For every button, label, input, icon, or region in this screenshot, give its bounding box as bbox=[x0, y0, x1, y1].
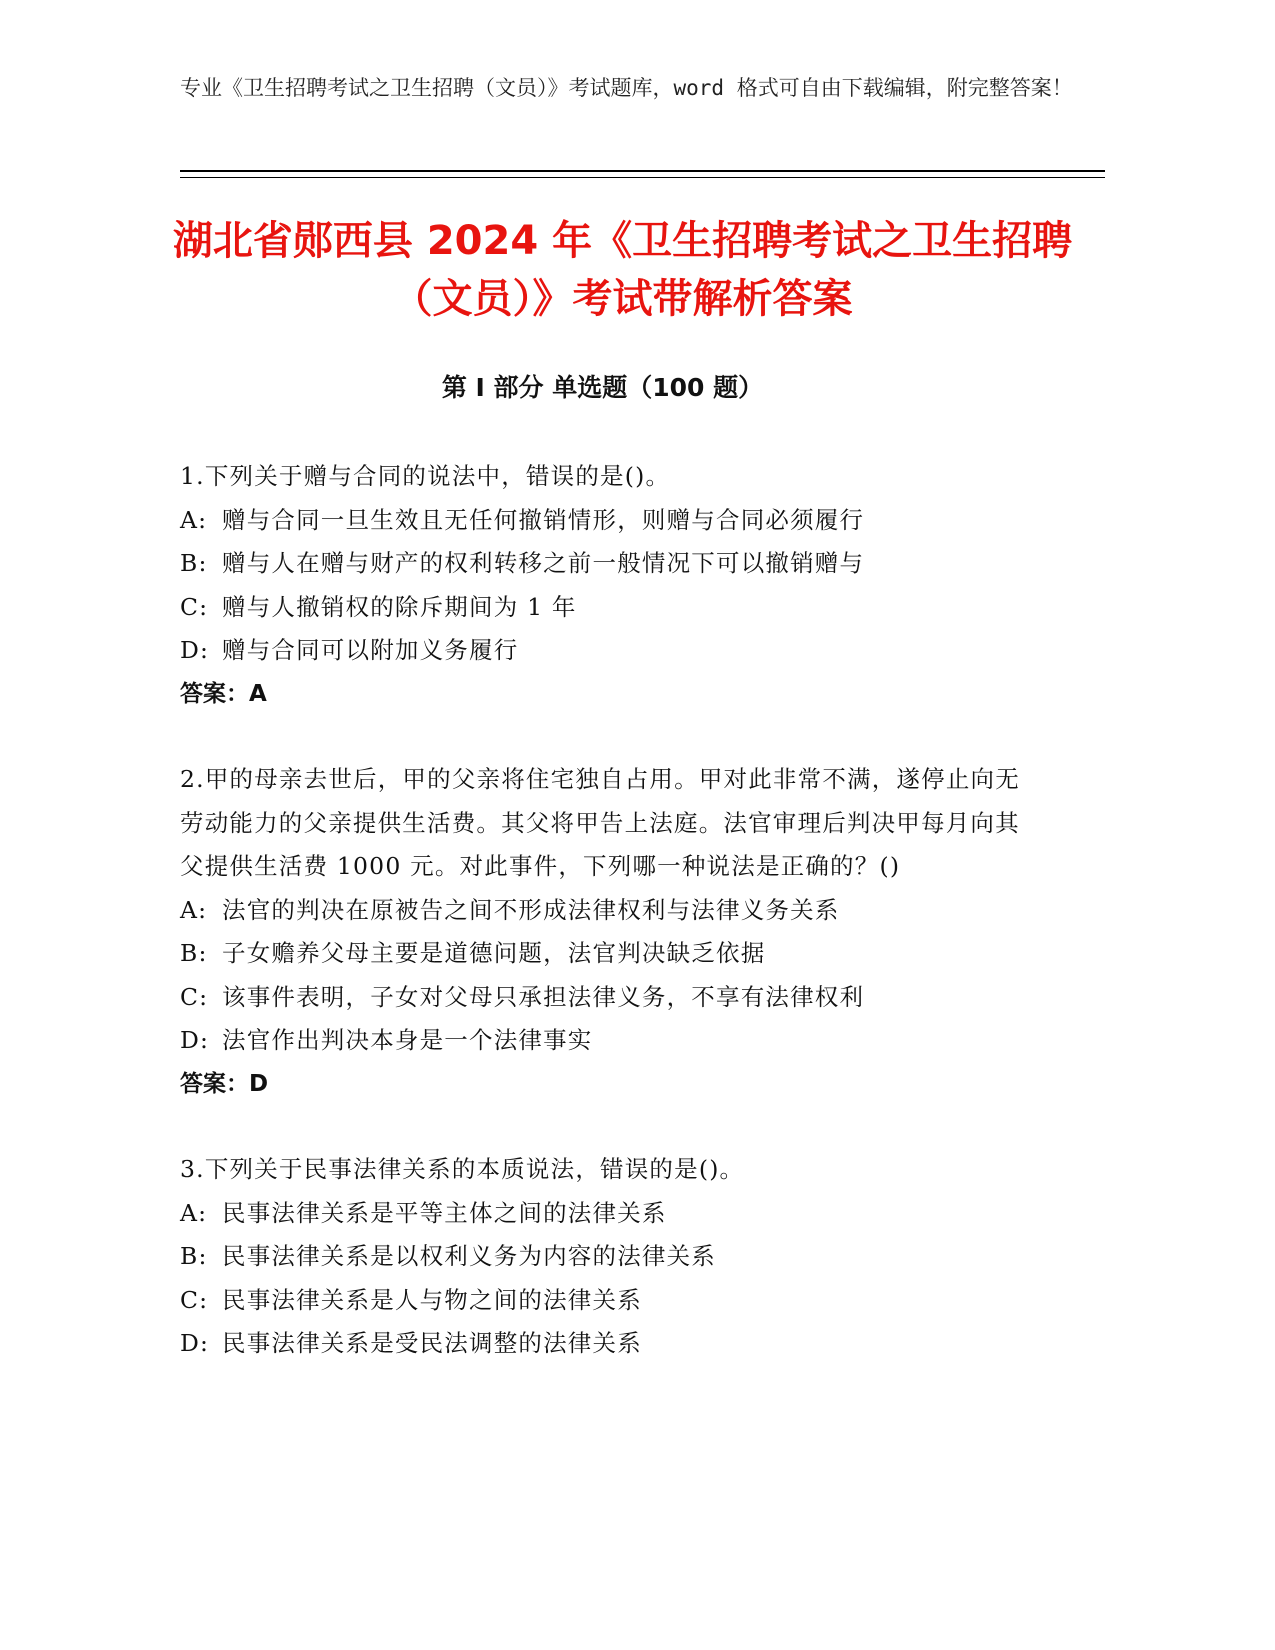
answer-line: 答案：A bbox=[180, 680, 267, 707]
section-heading: 第 I 部分 单选题（100 题） bbox=[441, 373, 764, 402]
option-text: 赠与合同一旦生效且无任何撤销情形，则赠与合同必须履行 bbox=[222, 505, 865, 534]
option-a bbox=[180, 889, 1040, 933]
answer-line: 答案：D bbox=[180, 1070, 269, 1097]
option-text: 法官的判决在原被告之间不形成法律权利与法律义务关系 bbox=[222, 895, 840, 924]
option-letter: D: bbox=[180, 636, 210, 664]
option-letter: C: bbox=[180, 982, 209, 1011]
option-c bbox=[180, 586, 1040, 630]
option-b bbox=[180, 932, 1040, 976]
question-list bbox=[180, 455, 1040, 1408]
option-letter: C: bbox=[180, 1285, 209, 1314]
question-stem: 1.下列关于赠与合同的说法中，错误的是()。 bbox=[180, 462, 671, 490]
option-c bbox=[180, 1279, 1040, 1323]
option-text: 赠与人撤销权的除斥期间为 1 年 bbox=[222, 592, 577, 621]
header-note: 专业《卫生招聘考试之卫生招聘（文员）》考试题库，word 格式可自由下载编辑，附完整答案！ bbox=[180, 76, 1073, 100]
header-divider-thick bbox=[180, 170, 1105, 172]
option-letter: B: bbox=[180, 549, 208, 577]
option-text: 子女赡养父母主要是道德问题，法官判决缺乏依据 bbox=[222, 939, 766, 967]
option-letter: D: bbox=[180, 1329, 210, 1357]
option-letter: A: bbox=[180, 895, 208, 924]
question-stem: 2.甲的母亲去世后，甲的父亲将住宅独自占用。甲对此非常不满，遂停止向无劳动能力的父亲提供生活费。其父将甲告上法庭。法官审理后判决甲每月向其父提供生活费 1000 元。对此事件，下列哪一种说法是正确的？() bbox=[180, 765, 1020, 880]
document-title: 湖北省郧西县 2024 年《卫生招聘考试之卫生招聘（文员）》考试带解析答案 bbox=[172, 218, 1073, 322]
header-divider-thin bbox=[180, 177, 1105, 178]
option-d bbox=[180, 1322, 1040, 1366]
option-text: 赠与人在赠与财产的权利转移之前一般情况下可以撤销赠与 bbox=[222, 549, 865, 577]
option-text: 该事件表明，子女对父母只承担法律义务，不享有法律权利 bbox=[222, 982, 865, 1011]
option-letter: C: bbox=[180, 592, 209, 621]
option-letter: B: bbox=[180, 939, 208, 967]
option-text: 民事法律关系是平等主体之间的法律关系 bbox=[222, 1198, 667, 1227]
question-stem: 3.下列关于民事法律关系的本质说法，错误的是()。 bbox=[180, 1155, 745, 1183]
option-letter: A: bbox=[180, 1198, 208, 1227]
option-text: 民事法律关系是以权利义务为内容的法律关系 bbox=[222, 1242, 716, 1270]
question-2 bbox=[180, 758, 1040, 1106]
option-text: 赠与合同可以附加义务履行 bbox=[222, 636, 519, 664]
option-b bbox=[180, 1235, 1040, 1279]
option-b bbox=[180, 542, 1040, 586]
question-1 bbox=[180, 455, 1040, 716]
option-letter: D: bbox=[180, 1026, 210, 1054]
option-a bbox=[180, 499, 1040, 543]
option-text: 民事法律关系是人与物之间的法律关系 bbox=[222, 1285, 642, 1314]
option-d bbox=[180, 629, 1040, 673]
option-letter: A: bbox=[180, 505, 208, 534]
option-text: 民事法律关系是受民法调整的法律关系 bbox=[222, 1329, 642, 1357]
option-a bbox=[180, 1192, 1040, 1236]
option-d bbox=[180, 1019, 1040, 1063]
option-text: 法官作出判决本身是一个法律事实 bbox=[222, 1026, 593, 1054]
option-c bbox=[180, 976, 1040, 1020]
question-3 bbox=[180, 1148, 1040, 1366]
option-letter: B: bbox=[180, 1242, 208, 1270]
